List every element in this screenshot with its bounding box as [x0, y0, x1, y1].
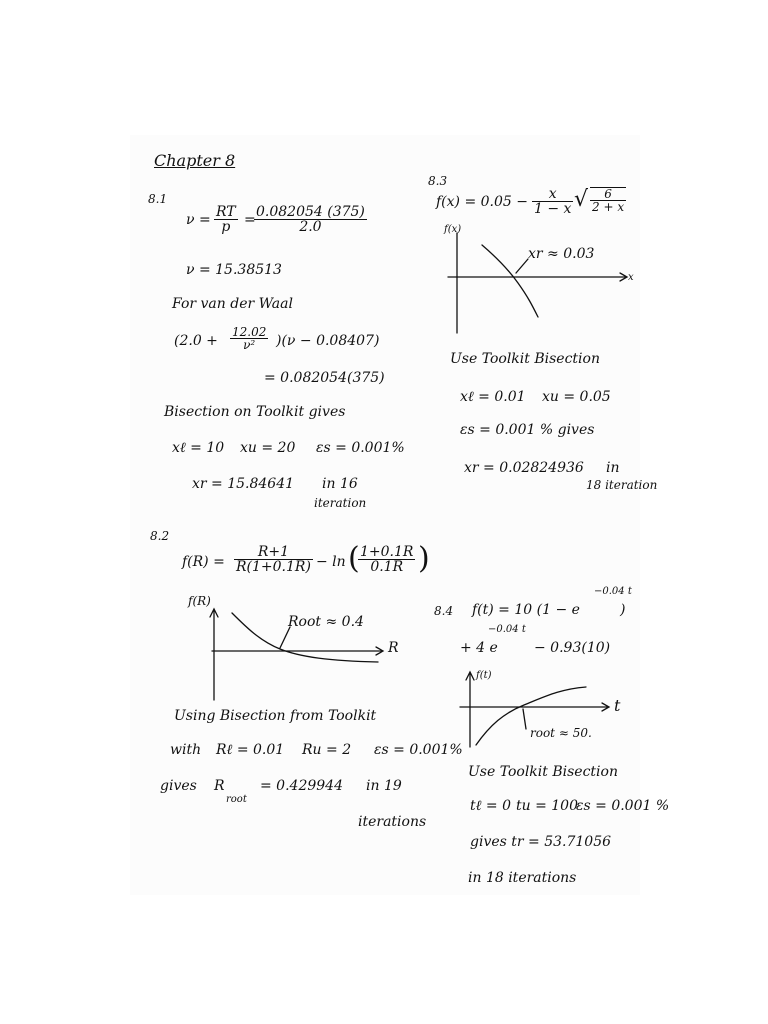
- worksheet-page: [130, 135, 670, 895]
- graph-8-2-y-label: f(R): [188, 594, 211, 608]
- eq-8-4-line1-close: ): [620, 602, 626, 618]
- eq-8-4-line2-exponent: −0.04 t: [488, 624, 526, 635]
- iteration-word-8-1: iteration: [314, 496, 367, 510]
- es-value-8-1: εs = 0.001%: [316, 440, 405, 456]
- graph-8-3-root-pointer: [516, 259, 528, 273]
- gives-word-8-2: gives: [160, 778, 197, 794]
- eq-8-4-line2: + 4 e: [460, 640, 498, 656]
- iterations-count-8-1: in 16: [322, 476, 358, 492]
- graph-8-2-root-pointer: [280, 627, 290, 648]
- xu-value-8-1: xu = 20: [240, 440, 296, 456]
- eq-ideal-equals: =: [244, 212, 256, 228]
- r-root-symbol: R: [214, 778, 225, 794]
- gives-tr-8-4: gives tr = 53.71056: [470, 834, 612, 850]
- problem-8-2-label: 8.2: [150, 529, 170, 543]
- iterations-8-4: in 18 iterations: [468, 870, 577, 886]
- eq-ideal-num: RT: [216, 204, 236, 220]
- using-toolkit-8-2: Using Bisection from Toolkit: [174, 708, 377, 724]
- es-value-8-4: εs = 0.001 %: [576, 798, 670, 814]
- eq-ideal-result: ν = 15.38513: [186, 262, 282, 278]
- graph-8-4-x-label: t: [614, 696, 621, 715]
- eq-8-3-lhs: f(x) = 0.05 −: [436, 194, 528, 210]
- graph-8-2-curve: [232, 613, 378, 662]
- eq-ideal-lhs: ν =: [186, 212, 211, 228]
- eq-8-3-sqrt-num: 6: [590, 188, 626, 201]
- graph-8-2-x-label: R: [388, 640, 399, 656]
- xl-value-8-3: xℓ = 0.01: [460, 389, 526, 405]
- iterations-count-8-2: in 19: [366, 778, 402, 794]
- graph-8-4-root-pointer: [523, 709, 526, 729]
- eq-8-2-num-2: 1+0.1R: [360, 544, 414, 560]
- graph-8-3-x-label: x: [628, 272, 634, 283]
- graph-8-3-root-label: xr ≈ 0.03: [528, 246, 595, 262]
- graph-8-4-curve: [476, 687, 586, 745]
- eq-8-2-lhs: f(R) =: [182, 554, 225, 570]
- with-word-8-2: with: [170, 742, 202, 758]
- tu-value-8-4: tu = 100: [516, 798, 578, 814]
- tl-value-8-4: tℓ = 0: [470, 798, 511, 814]
- in-word-8-3: in: [606, 460, 620, 476]
- eq-8-2-den-2: 0.1R: [370, 559, 404, 575]
- chapter-title: Chapter 8: [154, 151, 236, 170]
- vdw-num: 12.02: [232, 325, 267, 339]
- use-toolkit-8-4: Use Toolkit Bisection: [468, 764, 618, 780]
- xu-value-8-3: xu = 0.05: [542, 389, 611, 405]
- eq-8-4-line1-exponent: −0.04 t: [594, 586, 632, 597]
- xr-value-8-3: xr = 0.02824936: [464, 460, 584, 476]
- rl-value-8-2: Rℓ = 0.01: [216, 742, 285, 758]
- iterations-word-8-2: iterations: [358, 814, 427, 830]
- ru-value-8-2: Ru = 2: [302, 742, 352, 758]
- es-value-8-3: εs = 0.001 % gives: [460, 422, 595, 438]
- vdw-eq-part-b: )(ν − 0.08407): [276, 333, 380, 349]
- left-paren-icon: (: [348, 541, 360, 576]
- eq-8-3-sqrt-den: 2 + x: [592, 200, 625, 214]
- graph-8-4-y-label: f(t): [476, 670, 492, 681]
- eq-ideal-den: p: [221, 219, 231, 235]
- eq-8-3-den: 1 − x: [534, 201, 572, 217]
- eq-8-4-line1: f(t) = 10 (1 − e: [472, 602, 580, 618]
- r-root-subscript: root: [226, 794, 247, 805]
- vdw-eq-part-a: (2.0 +: [174, 333, 218, 349]
- right-paren-icon: ): [418, 541, 430, 576]
- bisection-text-8-1: Bisection on Toolkit gives: [164, 404, 346, 420]
- iteration-word-8-3: 18 iteration: [586, 478, 658, 492]
- problem-8-1-label: 8.1: [148, 192, 168, 206]
- vdw-den: ν²: [243, 338, 256, 352]
- eq-ideal-den-2: 2.0: [299, 219, 322, 235]
- xr-value-8-1: xr = 15.84641: [192, 476, 295, 492]
- vdw-heading: For van der Waal: [172, 296, 293, 312]
- graph-8-3-y-label: f(x): [444, 224, 462, 235]
- r-root-value: = 0.429944: [260, 778, 343, 794]
- graph-8-4-root-label: root ≈ 50.: [530, 726, 592, 740]
- sqrt-sign-icon: √: [574, 187, 589, 212]
- eq-8-3-num: x: [532, 187, 573, 202]
- sketch-layer: [130, 135, 640, 895]
- eq-8-2-minus-ln: − ln: [316, 554, 346, 570]
- problem-8-4-label: 8.4: [434, 604, 454, 618]
- eq-8-2-num-1: R+1: [234, 545, 313, 560]
- vdw-eq-part-c: = 0.082054(375): [264, 370, 385, 386]
- eq-ideal-num-2: 0.082054 (375): [256, 204, 365, 220]
- eq-8-2-den-1: R(1+0.1R): [236, 559, 311, 575]
- graph-8-3-curve: [482, 245, 538, 317]
- problem-8-3-label: 8.3: [428, 174, 448, 188]
- use-toolkit-8-3: Use Toolkit Bisection: [450, 351, 600, 367]
- xl-value-8-1: xℓ = 10: [172, 440, 225, 456]
- eq-8-4-line2-rest: − 0.93(10): [534, 640, 611, 656]
- es-value-8-2: εs = 0.001%: [374, 742, 463, 758]
- graph-8-2-root-label: Root ≈ 0.4: [288, 614, 364, 630]
